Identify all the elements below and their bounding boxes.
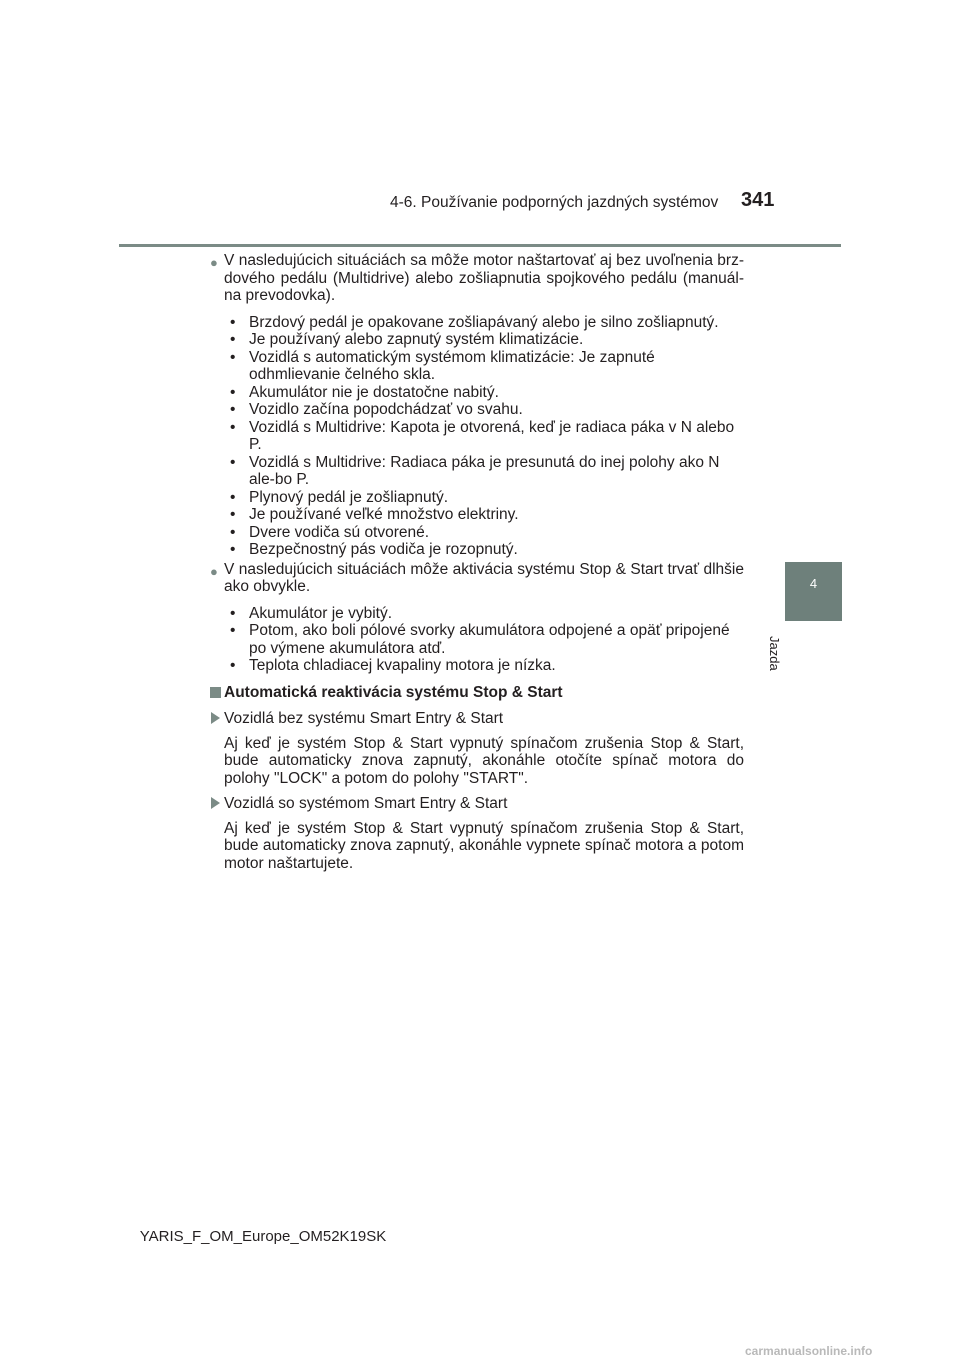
section-heading-text: Automatická reaktivácia systému Stop & Start [224,683,563,701]
header-section-title: 4-6. Používanie podporných jazdných systémov [390,194,719,211]
chapter-number: 4 [809,576,818,591]
condition-list-2 [224,605,744,675]
section-heading [224,684,744,702]
triangle-arrow-icon [211,712,220,724]
list-item: • Vozidlá s Multidrive: Kapota je otvorená, keď je radiaca páka v N alebo P. [230,418,735,453]
footer [0,1228,960,1245]
subsection-text-2: Aj keď je systém Stop & Start vypnutý spínačom zrušenia Stop & Start, bude automaticky znova zapnutý, akonáhle vypnete spínač motora a potom motor naštartujete. [224,819,744,872]
chapter-label-container [767,636,812,696]
watermark: carmanualsonline.info [745,1344,873,1358]
list-item: • Vozidlo začína popodchádzať vo svahu. [230,401,523,418]
subsection-text-1: Aj keď je systém Stop & Start vypnutý spínačom zrušenia Stop & Start, bude automaticky znova zapnutý, akonáhle otočíte spínač motora do polohy "LOCK" a potom do polohy "START". [224,734,744,787]
subsection-title-2: Vozidlá so systémom Smart Entry & Start [224,795,744,813]
list-item: • Je používané veľké množstvo elektriny. [230,506,519,523]
list-item: • Vozidlá s Multidrive: Radiaca páka je presunutá do inej polohy ako N ale-bo P. [230,453,720,488]
note-text-1: V nasledujúcich situáciách sa môže motor naštartovať aj bez uvoľnenia brz-dového pedálu (Multidrive) alebo zošliapnutia spojkového pedálu (manuál-na prevodovka). [224,252,744,304]
list-item: • Vozidlá s automatickým systémom klimatizácie: Je zapnuté odhmlievanie čelného skla. [230,348,655,383]
subsection-title-1: Vozidlá bez systému Smart Entry & Start [224,710,744,728]
note-text-2: V nasledujúcich situáciách môže aktivácia systému Stop & Start trvať dlhšie ako obvykle. [224,560,744,595]
square-bullet-icon [210,687,221,698]
list-item: • Dvere vodiča sú otvorené. [230,523,430,541]
list-item: • Bezpečnostný pás vodiča je rozopnutý. [230,541,518,558]
circle-bullet-icon: ● [210,255,218,270]
chapter-tab [785,562,842,621]
header-divider [119,244,841,247]
list-item: • Potom, ako boli pólové svorky akumulátora odpojené a opäť pripojené po výmene akumulátora atď. [230,622,730,657]
chapter-label: Jazda [767,636,782,671]
list-item: • Teplota chladiacej kvapaliny motora je nízka. [230,657,556,674]
list-item: • Plynový pedál je zošliapnutý. [230,488,449,506]
list-item: • Akumulátor je vybitý. [230,604,392,622]
circle-bullet-icon: ● [210,563,218,579]
list-item: • Je používaný alebo zapnutý systém klimatizácie. [230,331,584,348]
list-item: • Brzdový pedál je opakovane zošliapávaný alebo je silno zošliapnutý. [230,313,719,331]
note-paragraph-2 [210,560,744,596]
triangle-arrow-icon [211,797,220,809]
note-paragraph-1 [210,252,744,305]
condition-list-1 [224,314,744,559]
list-item: • Akumulátor nie je dostatočne nabitý. [230,383,499,401]
page-number: 341 [741,189,775,211]
page-content [210,252,744,880]
document-code: YARIS_F_OM_Europe_OM52K19SK [139,1228,387,1245]
